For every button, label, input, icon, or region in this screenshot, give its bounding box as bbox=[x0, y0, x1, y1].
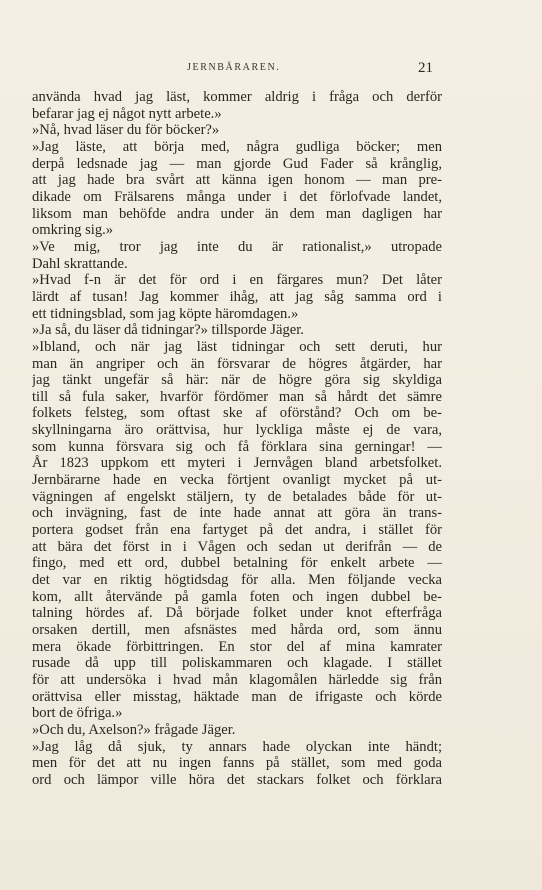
text-line: och invägning, fast de inte hade annat att göra än trans- bbox=[32, 505, 442, 522]
text-line: Jernbärarne hade en vecka förtjent ovanligt mycket på ut- bbox=[32, 472, 442, 489]
text-line: skyllningarna äro orättvisa, hur lyckliga måste ej de vara, bbox=[32, 422, 442, 439]
text-line: »Hvad f-n är det för ord i en färgares mun? Det låter bbox=[32, 272, 442, 289]
text-line: »Jag läste, att börja med, några gudliga böcker; men bbox=[32, 138, 442, 155]
text-line: fingo, med ett ord, dubbel betalning för enkelt arbete — bbox=[32, 555, 442, 572]
text-line: talning hördes af. Då började folket under knot efterfråga bbox=[32, 605, 442, 622]
text-line: »Nå, hvad läser du för böcker?» bbox=[32, 122, 220, 139]
text-line: Dahl skrattande. bbox=[32, 255, 128, 272]
text-line: vägningen af engelskt stäljern, ty de betalades både för ut- bbox=[32, 488, 442, 505]
page-header bbox=[32, 62, 432, 80]
text-line: »Jag låg då sjuk, ty annars hade olyckan inte händt; bbox=[32, 738, 442, 755]
running-title: JERNBÄRAREN. bbox=[187, 62, 281, 73]
text-line: portera godset från ena fartyget på det andra, i stället för bbox=[32, 522, 442, 539]
text-line: orsaken dertill, men afsnästes med hårda ord, som ännu bbox=[32, 622, 442, 638]
text-line: mera ökade förbittringen. En stor del af mina kamrater bbox=[32, 638, 442, 655]
text-line: att bära det först in i Vågen och sedan ut derifrån — de bbox=[32, 538, 442, 555]
text-line: kom, allt återvände på gamla foten och ingen dubbel be- bbox=[32, 588, 442, 605]
text-line: »Och du, Axelson?» frågade Jäger. bbox=[32, 721, 236, 738]
text-line: folkets felsteg, som oftast ske af oförstånd? Och om be- bbox=[32, 405, 442, 422]
text-line: derpå ledsnade jag — man gjorde Gud Fader så krånglig, bbox=[32, 155, 442, 172]
text-line: ord och lämpor ville höra det stackars folket och förklara bbox=[32, 771, 442, 788]
page-number: 21 bbox=[418, 60, 433, 76]
text-line: till så fula saker, hvarför fördömer man så hårdt det sämre bbox=[32, 388, 442, 405]
text-line: det var en riktig högtidsdag för alla. Men följande vecka bbox=[32, 572, 442, 589]
text-line: omkring sig.» bbox=[32, 222, 114, 239]
text-line: bort de öfriga.» bbox=[32, 705, 123, 722]
text-line: att jag hade bra svårt att känna igen honom — man pre- bbox=[32, 172, 442, 189]
text-line: man än angriper och än försvarar de högres åtgärder, har bbox=[32, 355, 442, 372]
text-line: lärdt af tusan! Jag kommer ihåg, att jag såg samma ord i bbox=[32, 288, 442, 305]
text-line: dikade om Frälsarens många under i det förlofvade landet, bbox=[32, 188, 442, 205]
text-line: ett tidningsblad, som jag köpte häromdagen.» bbox=[32, 305, 299, 322]
text-line: för att undersöka i hvad mån klagomålen härledde sig från bbox=[32, 671, 442, 688]
text-line: som kunna försvara sig och få förklara sina gerningar! — bbox=[32, 438, 442, 455]
text-line: »Ve mig, tror jag inte du är rationalist,» utropade bbox=[32, 238, 442, 255]
text-line: »Ja så, du läser då tidningar?» tillsporde Jäger. bbox=[32, 322, 304, 339]
text-line: använda hvad jag läst, kommer aldrig i fråga och derför bbox=[32, 89, 442, 105]
text-line: liksom man behöfde andra under än dem man dagligen har bbox=[32, 205, 442, 222]
text-line: År 1823 uppkom ett myteri i Jernvågen bland arbetsfolket. bbox=[32, 455, 442, 472]
text-line: »Ibland, och när jag läst tidningar och sett deruti, hur bbox=[32, 338, 442, 355]
body-text bbox=[32, 89, 442, 789]
text-line: orättvisa eller misstag, häktade man de ifrigaste och körde bbox=[32, 688, 442, 705]
text-line: jag tänkt ungefär så här: när de högre göra sig skyldiga bbox=[32, 372, 442, 389]
text-line: men för det att nu ingen fanns på stället, som med goda bbox=[32, 755, 442, 772]
text-line: befarar jag ej något nytt arbete.» bbox=[32, 105, 222, 122]
text-line: rusade då upp till poliskammaren och klagade. I stället bbox=[32, 655, 442, 672]
